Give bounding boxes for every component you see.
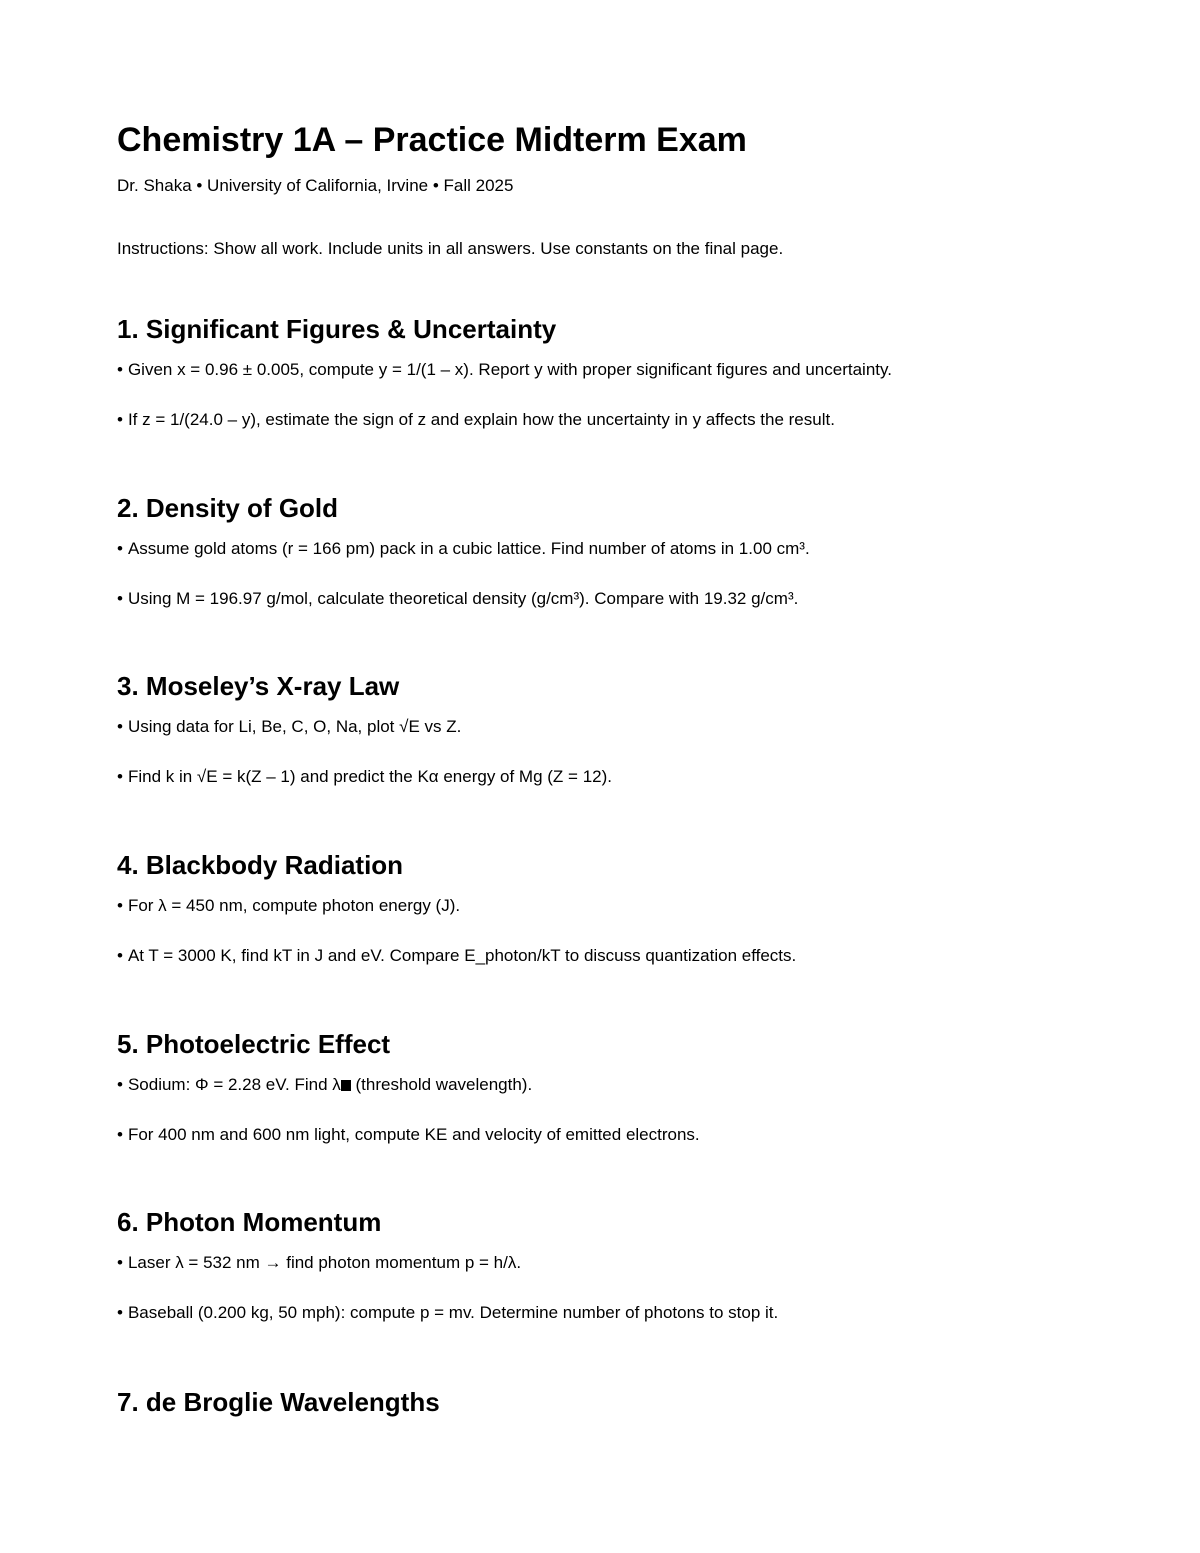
section-3	[117, 670, 1117, 786]
list-item	[117, 588, 798, 610]
missing-glyph-box	[341, 1080, 351, 1091]
section-heading: 2. Density of Gold	[117, 493, 339, 523]
bullet: •	[117, 589, 123, 608]
list-item	[117, 1302, 778, 1324]
section-6	[117, 1206, 1117, 1322]
list-item	[117, 359, 892, 381]
section-7	[117, 1386, 1117, 1418]
list-item	[117, 1252, 521, 1274]
list-item	[117, 945, 796, 967]
section-heading: 1. Significant Figures & Uncertainty	[117, 314, 557, 344]
bullet: •	[117, 410, 123, 429]
section-2	[117, 492, 1117, 608]
section-heading: 6. Photon Momentum	[117, 1207, 382, 1237]
item-text: Using data for Li, Be, C, O, Na, plot √E vs Z.	[127, 717, 462, 736]
item-text: Find k in √E = k(Z – 1) and predict the Kα energy of Mg (Z = 12).	[127, 767, 612, 786]
item-text: For 400 nm and 600 nm light, compute KE and velocity of emitted electrons.	[127, 1125, 700, 1144]
list-item	[117, 716, 461, 738]
bullet: •	[117, 896, 123, 915]
bullet: •	[117, 946, 123, 965]
item-text: Laser λ = 532 nm → find photon momentum p = h/λ.	[127, 1253, 522, 1272]
list-item	[117, 538, 810, 560]
section-1	[117, 313, 1117, 429]
list-item	[117, 766, 612, 788]
item-text: If z = 1/(24.0 – y), estimate the sign of z and explain how the uncertainty in y affects the result.	[127, 410, 835, 429]
section-heading: 7. de Broglie Wavelengths	[117, 1387, 440, 1417]
bullet: •	[117, 1253, 123, 1272]
item-text: For λ = 450 nm, compute photon energy (J).	[127, 896, 461, 915]
bullet: •	[117, 767, 123, 786]
item-text-suffix: (threshold wavelength).	[350, 1075, 533, 1094]
bullet: •	[117, 539, 123, 558]
item-text: Given x = 0.96 ± 0.005, compute y = 1/(1 – x). Report y with proper significant figures and uncertainty.	[127, 360, 892, 379]
item-text: At T = 3000 K, find kT in J and eV. Compare E_photon/kT to discuss quantization effects.	[127, 946, 797, 965]
item-text: Baseball (0.200 kg, 50 mph): compute p = mv. Determine number of photons to stop it.	[127, 1303, 779, 1322]
item-text: Assume gold atoms (r = 166 pm) pack in a cubic lattice. Find number of atoms in 1.00 cm³.	[127, 539, 810, 558]
list-item	[117, 895, 460, 917]
item-text: Sodium: Φ = 2.28 eV. Find λ	[127, 1075, 341, 1094]
section-4	[117, 849, 1117, 965]
bullet: •	[117, 717, 123, 736]
list-item	[117, 409, 835, 431]
list-item	[117, 1074, 532, 1096]
bullet: •	[117, 360, 123, 379]
item-text: Using M = 196.97 g/mol, calculate theoretical density (g/cm³). Compare with 19.32 g/cm³.	[127, 589, 799, 608]
section-heading: 5. Photoelectric Effect	[117, 1029, 391, 1059]
course-subtitle: Dr. Shaka • University of California, Irvine • Fall 2025	[117, 176, 514, 195]
page-title: Chemistry 1A – Practice Midterm Exam	[117, 121, 747, 159]
list-item	[117, 1124, 700, 1146]
bullet: •	[117, 1125, 123, 1144]
section-heading: 3. Moseley’s X-ray Law	[117, 671, 400, 701]
instructions: Instructions: Show all work. Include units in all answers. Use constants on the final page.	[117, 239, 784, 258]
section-5	[117, 1028, 1117, 1144]
section-heading: 4. Blackbody Radiation	[117, 850, 404, 880]
bullet: •	[117, 1303, 123, 1322]
bullet: •	[117, 1075, 123, 1094]
